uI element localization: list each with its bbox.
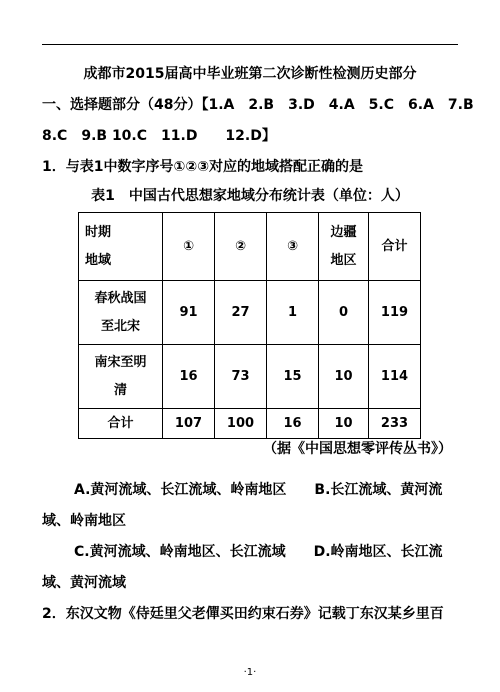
- exam-title: 成都市2015届高中毕业班第二次诊断性检测历史部分: [83, 66, 417, 82]
- data-table: [78, 212, 421, 439]
- table-cell: 15: [267, 345, 319, 409]
- page-number: ·1·: [243, 667, 257, 678]
- table-cell: 0: [319, 281, 369, 345]
- header-col-1: ①: [163, 213, 215, 281]
- table-cell: 73: [215, 345, 267, 409]
- table-source: （据《中国思想零评传丛书》）: [263, 441, 452, 457]
- header-col-3: ③: [267, 213, 319, 281]
- row-label-top: 南宋至明: [94, 354, 147, 370]
- section-heading-cont: 8.C 9.B 10.C 11.D 12.D】: [42, 128, 276, 144]
- table-cell: 233: [369, 409, 421, 439]
- option-b-cont: 域、岭南地区: [42, 513, 126, 529]
- row-label: [79, 281, 163, 345]
- header-rule: [42, 44, 458, 45]
- row-label-bottom: 至北宋: [100, 318, 140, 334]
- table-cell: 100: [215, 409, 267, 439]
- table-cell: 27: [215, 281, 267, 345]
- header-col-4-top: 边疆: [330, 224, 357, 240]
- question-2-stem: 2．东汉文物《侍廷里父老僤买田约束石券》记载丁东汉某乡里百: [42, 606, 444, 622]
- header-col-4: [319, 213, 369, 281]
- table-cell: 10: [319, 345, 369, 409]
- section-heading: 一、选择题部分（48分）【1.A 2.B 3.D 4.A 5.C 6.A 7.B: [42, 97, 474, 113]
- table-cell: 91: [163, 281, 215, 345]
- table-row: [79, 345, 421, 409]
- row-label-bottom: 清: [113, 382, 127, 398]
- question-1-stem: 1．与表1中数字序号①②③对应的地域搭配正确的是: [42, 159, 364, 175]
- table-total-row: [79, 409, 421, 439]
- row-label: 合计: [79, 409, 163, 439]
- table-cell: 114: [369, 345, 421, 409]
- table-caption: 表1 中国古代思想家地域分布统计表（单位：人）: [91, 188, 409, 204]
- table-cell: 107: [163, 409, 215, 439]
- header-col-5: 合计: [369, 213, 421, 281]
- table-header-row: [79, 213, 421, 281]
- row-label: [79, 345, 163, 409]
- table-row: [79, 281, 421, 345]
- table-cell: 1: [267, 281, 319, 345]
- option-c-d: C.黄河流域、岭南地区、长江流域 D.岭南地区、长江流: [74, 544, 443, 560]
- header-col-2: ②: [215, 213, 267, 281]
- table-cell: 119: [369, 281, 421, 345]
- row-label-top: 春秋战国: [94, 290, 147, 306]
- option-d-cont: 域、黄河流域: [42, 575, 126, 591]
- header-corner-cell: [79, 213, 163, 281]
- header-col-4-bottom: 地区: [330, 252, 357, 268]
- option-a-b: A.黄河流域、长江流域、岭南地区 B.长江流域、黄河流: [74, 482, 443, 498]
- header-period: 时期: [85, 224, 112, 240]
- table-cell: 16: [267, 409, 319, 439]
- table-cell: 10: [319, 409, 369, 439]
- table-cell: 16: [163, 345, 215, 409]
- header-region: 地域: [85, 252, 112, 268]
